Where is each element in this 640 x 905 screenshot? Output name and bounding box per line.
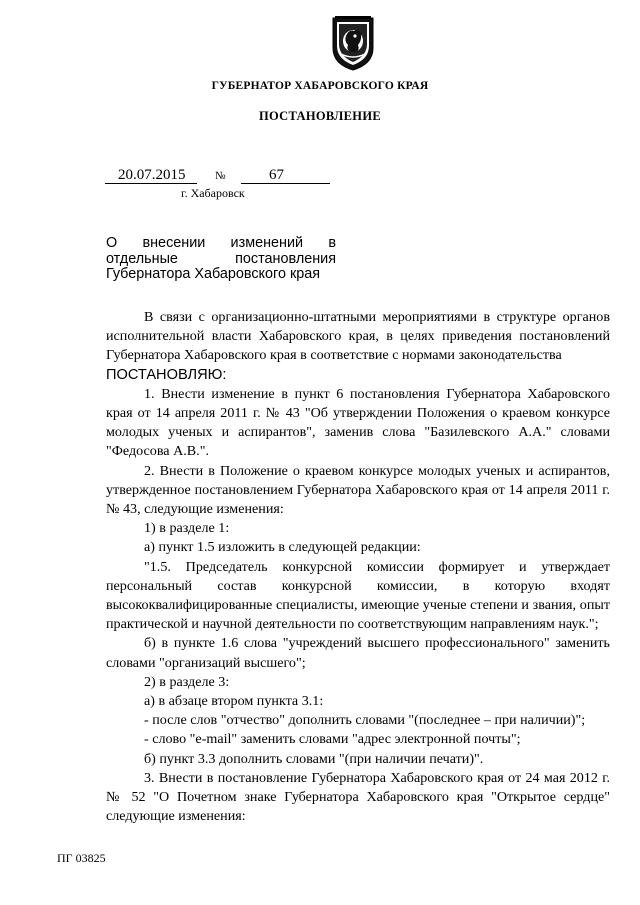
document-subject: О внесении изменений в отдельные постановления Губернатора Хабаровского края: [106, 235, 336, 282]
body-paragraph: - слово "e-mail" заменить словами "адрес электронной почты";: [144, 731, 521, 748]
document-body: [106, 308, 610, 826]
body-paragraph: 2. Внести в Положение о краевом конкурсе молодых ученых и аспирантов, утвержденное постановлением Губернатора Хабаровского края от 14 апреля 2011 г. № 43, следующие изменения:: [106, 462, 610, 518]
preamble-paragraph: В связи с организационно-штатными мероприятиями в структуре органов исполнительной власти Хабаровского края, в целях приведения постановлений Губернатора Хабаровского края в соответствие с нормами законодательства: [106, 309, 610, 364]
document-type-title: ПОСТАНОВЛЕНИЕ: [258, 109, 381, 123]
issuing-authority: ГУБЕРНАТОР ХАБАРОВСКОГО КРАЯ: [211, 80, 429, 92]
body-paragraph: а) в абзаце втором пункта 3.1:: [144, 693, 324, 710]
number-underline: [241, 183, 330, 184]
body-paragraph: а) пункт 1.5 изложить в следующей редакции:: [144, 539, 421, 556]
body-paragraph: "1.5. Председатель конкурсной комиссии формирует и утверждает персональный состав конкурсной комиссии, в которую входят высококвалифицированные специалисты, имеющие ученые степени и звания, опыт практической и научной деятельности по соответствующим направлениям наук.";: [106, 558, 610, 633]
body-paragraph: 1) в разделе 1:: [144, 520, 230, 537]
body-paragraph: б) в пункте 1.6 слова "учреждений высшего профессионального" заменить словами "организаций высшего";: [106, 635, 610, 671]
body-paragraph: 2) в разделе 3:: [144, 673, 230, 690]
document-number: 67: [269, 167, 284, 183]
body-paragraph: б) пункт 3.3 дополнить словами "(при наличии печати)".: [144, 750, 484, 767]
body-paragraph: - после слов "отчество" дополнить словами "(последнее – при наличии)";: [144, 712, 586, 729]
decree-keyword: ПОСТАНОВЛЯЮ:: [106, 366, 227, 383]
coat-of-arms-emblem-icon: [329, 14, 377, 72]
number-sign: №: [215, 170, 226, 182]
body-paragraph: 1. Внести изменение в пункт 6 постановления Губернатора Хабаровского края от 14 апреля 2011 г. № 43 "Об утверждении Положения о краевом конкурсе молодых ученых и аспирантов", заменив слова "Базилевского А.А." словами "Федосова А.В.".: [106, 385, 610, 460]
date-number-line: [105, 167, 330, 184]
document-date: 20.07.2015: [118, 167, 186, 183]
body-paragraph: 3. Внести в постановление Губернатора Хабаровского края от 24 мая 2012 г. № 52 "О Почетном знаке Губернатора Хабаровского края "Открытое сердце" следующие изменения:: [106, 769, 610, 825]
city-label: г. Хабаровск: [181, 186, 245, 200]
form-code: ПГ 03825: [57, 851, 106, 865]
